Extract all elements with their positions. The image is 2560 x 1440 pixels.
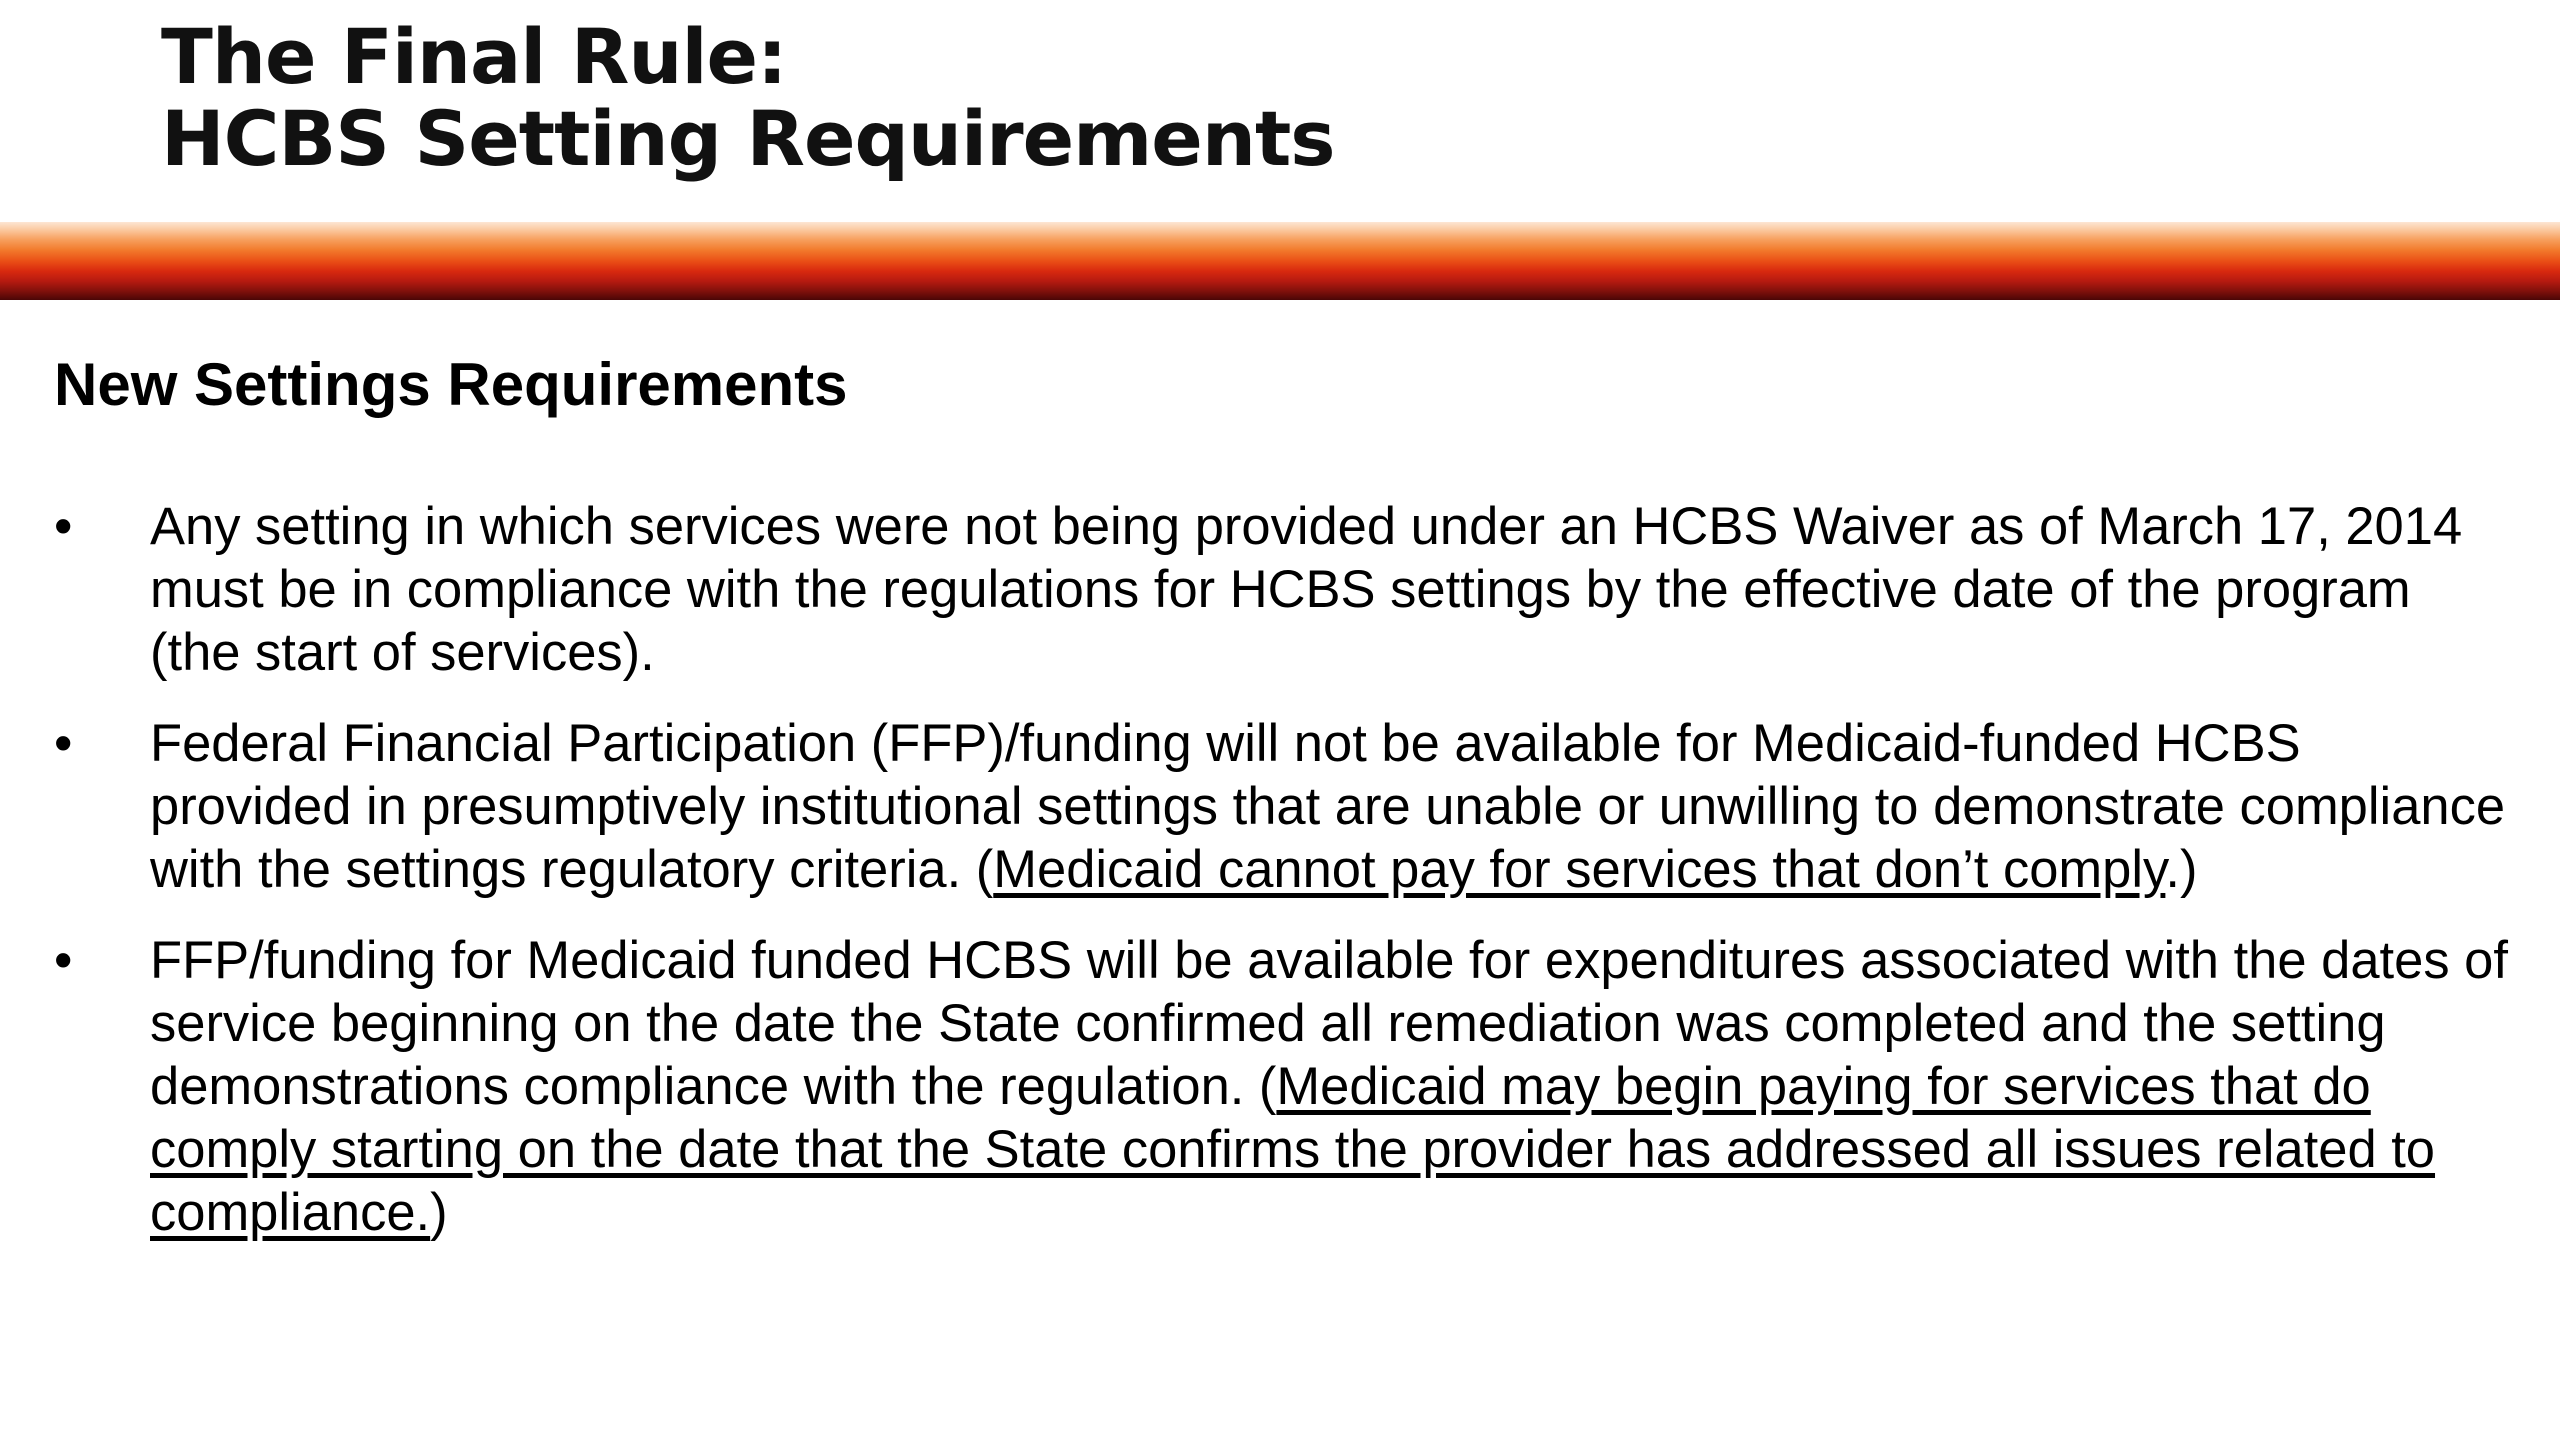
- bullet-item-2: [54, 712, 2514, 901]
- slide-title-line-1: The Final Rule:: [161, 12, 787, 101]
- bullet-dot-icon: •: [54, 497, 73, 556]
- bullet-text-end: .): [2165, 840, 2198, 899]
- decorative-gradient-banner: [0, 222, 2560, 300]
- slide-title: [161, 12, 1335, 183]
- bullet-dot-icon: •: [54, 931, 73, 990]
- slide-title-line-2: HCBS Setting Requirements: [161, 94, 1335, 183]
- bullet-text: Federal Financial Participation (FFP)/funding will not be available for Medicaid-funded HCBS provided in presumptively institutional settings that are unable or unwilling to demonstrate compliance with the settings regulatory criteria. (: [150, 714, 2506, 899]
- bullet-underlined-text: Medicaid may begin paying for services that do comply starting on the date that the State confirms the provider has addressed all issues related to compliance.: [150, 1057, 2436, 1242]
- bullet-text: FFP/funding for Medicaid funded HCBS will be available for expenditures associated with the dates of service beginning on the date the State confirmed all remediation was completed and the setting demonstrations compliance with the regulation. (: [150, 931, 2508, 1116]
- bullet-text: Any setting in which services were not being provided under an HCBS Waiver as of March 17, 2014 must be in compliance with the regulations for HCBS settings by the effective date of the program (the start of services).: [150, 497, 2463, 682]
- bullet-list: [54, 495, 2514, 1272]
- bullet-underlined-text: Medicaid cannot pay for services that don’t comply: [993, 840, 2166, 899]
- bullet-item-1: [54, 495, 2514, 684]
- bullet-text-end: ): [430, 1183, 448, 1242]
- bullet-dot-icon: •: [54, 714, 73, 773]
- bullet-item-3: [54, 929, 2514, 1244]
- section-heading: New Settings Requirements: [54, 351, 848, 418]
